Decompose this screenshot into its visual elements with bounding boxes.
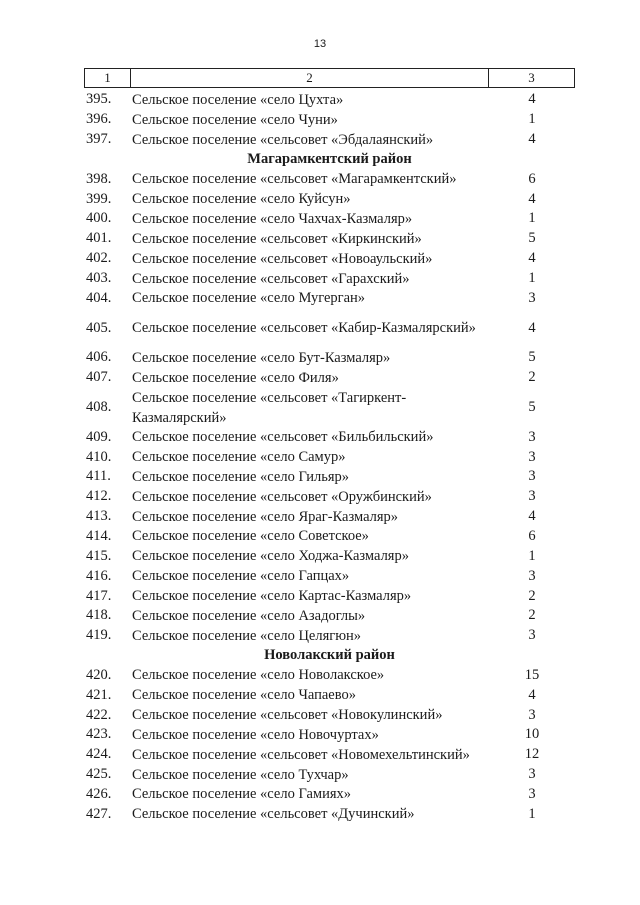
table-row xyxy=(84,527,575,547)
settlement-name: Сельское поселение «сельсовет «Дучинский» xyxy=(132,806,415,823)
table-row xyxy=(84,368,575,388)
settlement-name: Сельское поселение «село Куйсун» xyxy=(132,191,351,208)
row-count: 3 xyxy=(528,468,536,485)
row-count: 6 xyxy=(528,170,536,187)
row-number: 427. xyxy=(86,805,112,822)
row-count: 4 xyxy=(528,319,536,336)
header-col-1: 1 xyxy=(85,69,131,87)
settlement-name: Сельское поселение «село Чуни» xyxy=(132,111,338,128)
row-number: 422. xyxy=(86,706,112,723)
row-number: 412. xyxy=(86,488,112,505)
row-count: 4 xyxy=(528,91,536,108)
row-number: 414. xyxy=(86,527,112,544)
table-row xyxy=(84,745,575,765)
row-count: 4 xyxy=(528,686,536,703)
row-number: 410. xyxy=(86,448,112,465)
settlement-name: Сельское поселение «сельсовет «Новомехельтинский» xyxy=(132,746,470,763)
row-count: 4 xyxy=(528,131,536,148)
row-count: 3 xyxy=(528,766,536,783)
row-count: 3 xyxy=(528,627,536,644)
row-count: 3 xyxy=(528,289,536,306)
settlement-name: Сельское поселение «село Азадоглы» xyxy=(132,607,366,624)
settlement-name: Сельское поселение «село Цухта» xyxy=(132,91,344,108)
table-row xyxy=(84,665,575,685)
row-number: 407. xyxy=(86,369,112,386)
settlement-name: Сельское поселение «сельсовет «Магарамкентский» xyxy=(132,171,457,188)
row-number: 404. xyxy=(86,289,112,306)
row-count: 1 xyxy=(528,210,536,227)
row-number: 419. xyxy=(86,627,112,644)
row-count: 6 xyxy=(528,527,536,544)
table-row xyxy=(84,110,575,130)
page-number: 13 xyxy=(313,38,327,50)
header-col-2: 2 xyxy=(131,69,489,87)
settlement-name: Сельское поселение «сельсовет «Оружбинский» xyxy=(132,488,432,505)
settlement-name: Сельское поселение «село Новочуртах» xyxy=(132,726,379,743)
row-count: 3 xyxy=(528,567,536,584)
row-count: 2 xyxy=(528,369,536,386)
table-row xyxy=(84,229,575,249)
row-count: 3 xyxy=(528,428,536,445)
settlement-name: Сельское поселение «село Новолакское» xyxy=(132,667,385,684)
row-count: 5 xyxy=(528,349,536,366)
row-count: 3 xyxy=(528,706,536,723)
settlement-name: Сельское поселение «село Филя» xyxy=(132,369,339,386)
row-number: 425. xyxy=(86,766,112,783)
row-number: 396. xyxy=(86,111,112,128)
row-number: 416. xyxy=(86,567,112,584)
row-number: 395. xyxy=(86,91,112,108)
table-row xyxy=(84,785,575,805)
row-count: 4 xyxy=(528,190,536,207)
table-row xyxy=(84,586,575,606)
table-header xyxy=(84,68,575,88)
settlement-name: Сельское поселение «село Картас-Казмаляр» xyxy=(132,588,412,605)
table-row xyxy=(84,189,575,209)
row-count: 12 xyxy=(524,746,540,763)
settlement-name: Сельское поселение «село Гамиях» xyxy=(132,786,352,803)
row-count: 5 xyxy=(528,230,536,247)
settlement-name: Сельское поселение «сельсовет «Гарахский» xyxy=(132,270,410,287)
table-row xyxy=(84,606,575,626)
table-row xyxy=(84,209,575,229)
row-number: 402. xyxy=(86,250,112,267)
settlement-name: Сельское поселение «село Гильяр» xyxy=(132,468,350,485)
table-row xyxy=(84,90,575,110)
settlement-name: Сельское поселение «сельсовет «Новоаульский» xyxy=(132,250,433,267)
district-heading: Магарамкентский район xyxy=(247,150,412,167)
row-count: 1 xyxy=(528,805,536,822)
settlement-name: Сельское поселение «село Бут-Казмаляр» xyxy=(132,349,391,366)
settlement-name: Сельское поселение «сельсовет «Новокулинский» xyxy=(132,707,443,724)
row-count: 10 xyxy=(524,726,540,743)
settlement-name: Сельское поселение «сельсовет «Тагиркент-Казмалярский» xyxy=(132,389,407,426)
row-count: 1 xyxy=(528,270,536,287)
row-number: 418. xyxy=(86,607,112,624)
settlements-table xyxy=(84,90,575,824)
row-number: 397. xyxy=(86,131,112,148)
row-count: 15 xyxy=(524,666,540,683)
row-number: 405. xyxy=(86,319,112,336)
table-row xyxy=(84,288,575,308)
table-row xyxy=(84,765,575,785)
settlement-name: Сельское поселение «село Яраг-Казмаляр» xyxy=(132,508,399,525)
settlement-name: Сельское поселение «село Чапаево» xyxy=(132,687,356,704)
settlement-name: Сельское поселение «село Самур» xyxy=(132,449,346,466)
row-number: 417. xyxy=(86,587,112,604)
row-number: 400. xyxy=(86,210,112,227)
settlement-name: Сельское поселение «сельсовет «Кабир-Казмалярский» xyxy=(132,320,476,337)
row-number: 411. xyxy=(86,468,111,485)
row-number: 413. xyxy=(86,508,112,525)
table-row xyxy=(84,269,575,289)
row-number: 420. xyxy=(86,666,112,683)
row-count: 4 xyxy=(528,508,536,525)
row-number: 406. xyxy=(86,349,112,366)
row-number: 415. xyxy=(86,547,112,564)
settlement-name: Сельское поселение «село Чахчах-Казмаляр» xyxy=(132,210,413,227)
table-row xyxy=(84,725,575,745)
settlement-name: Сельское поселение «сельсовет «Киркинский» xyxy=(132,230,422,247)
table-row xyxy=(84,130,575,150)
row-count: 3 xyxy=(528,448,536,465)
row-number: 408. xyxy=(86,399,112,415)
settlement-name: Сельское поселение «сельсовет «Бильбильский» xyxy=(132,429,434,446)
row-count: 2 xyxy=(528,607,536,624)
table-row xyxy=(84,546,575,566)
table-row xyxy=(84,447,575,467)
row-count: 5 xyxy=(528,399,536,415)
row-number: 426. xyxy=(86,785,112,802)
row-number: 398. xyxy=(86,170,112,187)
row-number: 424. xyxy=(86,746,112,763)
table-row xyxy=(84,388,575,428)
table-row xyxy=(84,487,575,507)
settlement-name: Сельское поселение «село Целягюн» xyxy=(132,627,362,644)
table-row xyxy=(84,566,575,586)
table-row xyxy=(84,467,575,487)
table-row xyxy=(84,169,575,189)
row-number: 401. xyxy=(86,230,112,247)
table-row xyxy=(84,348,575,368)
row-number: 421. xyxy=(86,686,112,703)
district-heading: Новолакский район xyxy=(264,646,395,663)
row-number: 409. xyxy=(86,428,112,445)
table-row xyxy=(84,705,575,725)
header-col-3: 3 xyxy=(528,70,535,85)
settlement-name: Сельское поселение «село Мугерган» xyxy=(132,290,366,307)
table-row xyxy=(84,685,575,705)
table-row xyxy=(84,626,575,646)
row-count: 3 xyxy=(528,785,536,802)
row-number: 399. xyxy=(86,190,112,207)
settlement-name: Сельское поселение «село Ходжа-Казмаляр» xyxy=(132,548,409,565)
row-count: 2 xyxy=(528,587,536,604)
table-row xyxy=(84,308,575,348)
settlement-name: Сельское поселение «сельсовет «Эбдалаянский» xyxy=(132,131,434,148)
row-count: 3 xyxy=(528,488,536,505)
table-row xyxy=(84,507,575,527)
table-row xyxy=(84,249,575,269)
table-row xyxy=(84,804,575,824)
row-number: 403. xyxy=(86,270,112,287)
settlement-name: Сельское поселение «село Тухчар» xyxy=(132,766,349,783)
settlement-name: Сельское поселение «село Гапцах» xyxy=(132,568,350,585)
row-count: 1 xyxy=(528,111,536,128)
row-count: 1 xyxy=(528,547,536,564)
table-row xyxy=(84,427,575,447)
settlement-name: Сельское поселение «село Советское» xyxy=(132,528,369,545)
row-count: 4 xyxy=(528,250,536,267)
row-number: 423. xyxy=(86,726,112,743)
